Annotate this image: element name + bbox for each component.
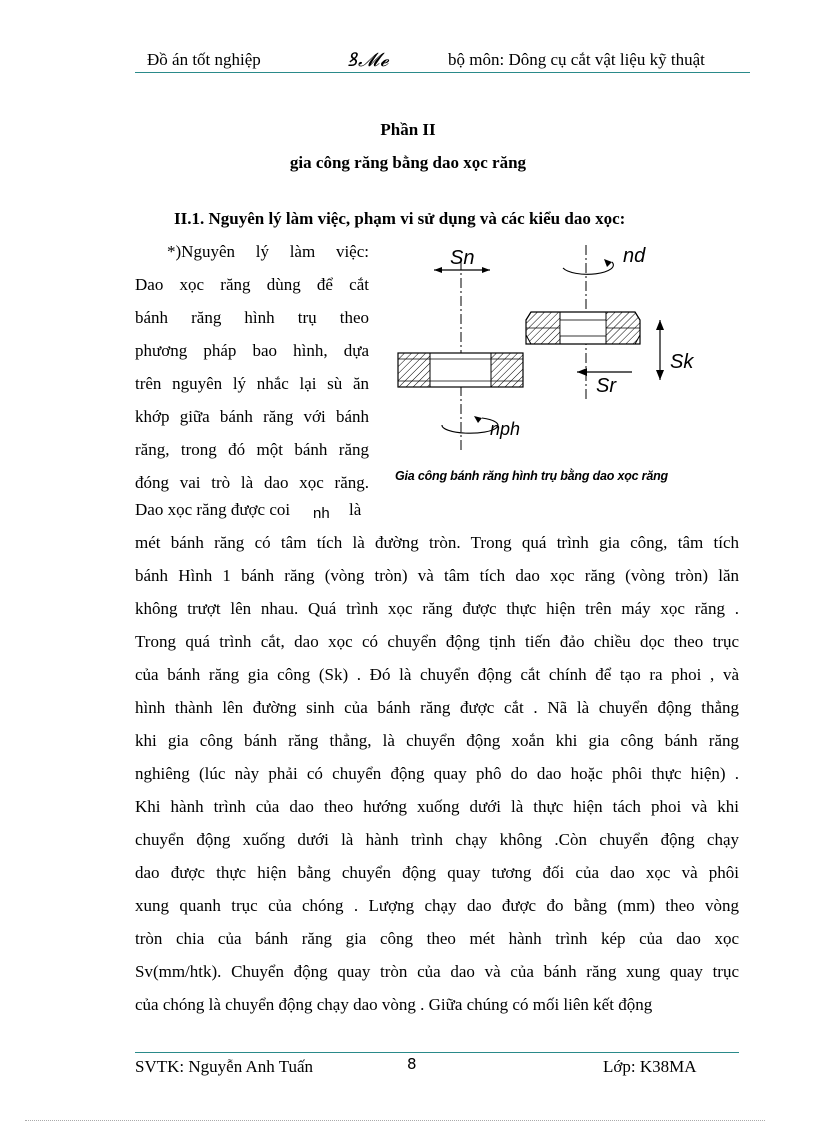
body-line: dao được thực hiện bằng chuyển động quay tương đối của dao xọc và phôi xyxy=(135,863,739,882)
part-title: Phần II xyxy=(380,120,436,139)
header-logo: ꝸ𝓜𝓮 xyxy=(347,49,390,71)
nh-label: nh xyxy=(313,505,330,522)
figure-caption: Gia công bánh răng hình trụ bằng dao xọc răng xyxy=(395,469,668,483)
body-line: hình thành lên đường sinh của bánh răng được cắt . Nã là chuyển động thẳng xyxy=(135,698,739,717)
body-line: mét bánh răng có tâm tích là đường tròn. Trong quá trình gia công, tâm tích xyxy=(135,533,739,552)
body-line: bánh Hình 1 bánh răng (vòng tròn) và tâm tích dao xọc răng (vòng tròn) lăn xyxy=(135,566,739,585)
column-line: Dao xọc răng được coi xyxy=(135,500,291,519)
column-line: trên nguyên lý nhắc lại sù ăn xyxy=(135,374,369,393)
body-line: chuyển động xuống dưới là hành trình chạy không .Còn chuyển động chạy xyxy=(135,830,739,849)
page-number: 8 xyxy=(407,1055,417,1073)
body-line: của bánh răng gia công (Sk) . Đó là chuyển động cắt chính để tạo ra phoi , và xyxy=(135,665,739,684)
column-line: răng, trong đó một bánh răng xyxy=(135,440,369,459)
label-nd: nd xyxy=(623,245,646,267)
section-heading: II.1. Nguyên lý làm việc, phạm vi sử dụng và các kiểu dao xọc: xyxy=(174,209,626,228)
body-line: tròn chia của bánh răng gia công theo mét hành trình kép của dao xọc xyxy=(135,929,739,948)
label-sn: Sn xyxy=(450,247,475,269)
column-line: đóng vai trò là dao xọc răng. xyxy=(135,473,369,492)
column-line: Dao xọc răng dùng để cắt xyxy=(135,275,369,294)
page-footer xyxy=(135,1052,739,1083)
column-line: khớp giữa bánh răng với bánh xyxy=(135,407,369,426)
gear-shaping-diagram xyxy=(390,240,750,470)
footer-author: SVTK: Nguyễn Anh Tuấn xyxy=(135,1057,314,1076)
column-line: *)Nguyên lý làm việc: xyxy=(167,242,369,261)
body-line: Trong quá trình cắt, dao xọc có chuyển động tịnh tiến đảo chiều dọc theo trục xyxy=(135,632,739,651)
label-sk: Sk xyxy=(670,351,694,373)
label-sr: Sr xyxy=(596,375,616,397)
page-header xyxy=(135,48,750,73)
column-line: phương pháp bao hình, dựa xyxy=(135,341,369,360)
body-line: không trượt lên nhau. Quá trình xọc răng được thực hiện trên máy xọc răng . xyxy=(135,599,739,618)
body-line: khi gia công bánh răng thẳng, là chuyển động xoắn khi gia công bánh răng xyxy=(135,731,739,750)
body-line: nghiêng (lúc này phải có chuyển động quay phô do dao hoặc phôi thực hiện) . xyxy=(135,764,739,783)
header-right-text: bộ môn: Dông cụ cắt vật liệu kỹ thuật xyxy=(448,50,705,69)
body-line: Khi hành trình của dao theo hướng xuống dưới là thực hiện tách phoi và khi xyxy=(135,797,739,816)
body-line: của chóng là chuyển động chạy dao vòng . Giữa chúng có mối liên kết động xyxy=(135,995,653,1014)
body-line: xung quanh trục của chóng . Lượng chạy dao được đo bằng (mm) theo vòng xyxy=(135,896,739,915)
part-subtitle: gia công răng bằng dao xọc răng xyxy=(289,153,527,172)
header-left-text: Đồ án tốt nghiệp xyxy=(147,50,261,69)
column-line: bánh răng hình trụ theo xyxy=(135,308,369,327)
bottom-divider xyxy=(25,1120,765,1121)
footer-class: Lớp: K38MA xyxy=(603,1057,697,1076)
label-nph: nph xyxy=(490,419,521,439)
column-line: là xyxy=(349,500,362,519)
body-line: Sv(mm/htk). Chuyển động quay tròn của dao và của bánh răng xung quay trục xyxy=(135,962,739,981)
